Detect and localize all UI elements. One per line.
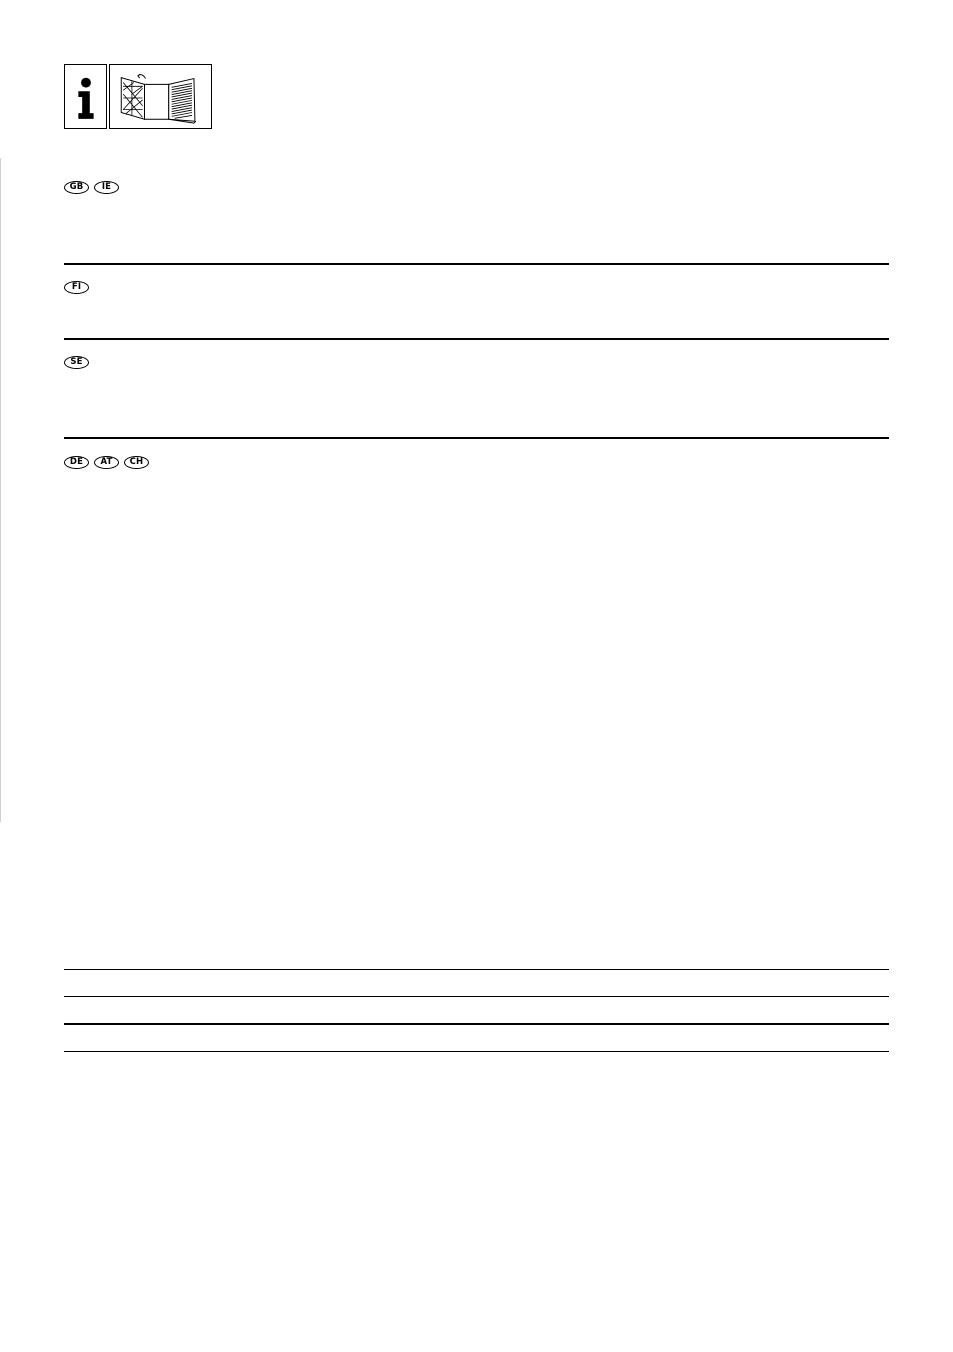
country-badge-fi: FI — [64, 281, 89, 294]
section-divider — [64, 338, 889, 340]
bottom-rule — [64, 996, 889, 997]
country-badge-at: AT — [94, 456, 119, 469]
section-divider — [64, 263, 889, 265]
info-icon — [64, 64, 107, 129]
country-badge-gb: GB — [64, 181, 89, 194]
country-badge-ie: IE — [94, 181, 119, 194]
language-badges-se — [64, 356, 89, 369]
language-badges-fi — [64, 281, 89, 294]
bottom-rule — [64, 1023, 889, 1025]
language-badges-gb-ie — [64, 181, 119, 194]
country-badge-ch: CH — [124, 456, 149, 469]
bottom-rule — [64, 969, 889, 970]
fold-out-page-icon — [109, 64, 212, 129]
page-edge-line — [0, 158, 1, 822]
bottom-rule — [64, 1051, 889, 1052]
section-divider — [64, 437, 889, 439]
language-badges-de-at-ch — [64, 456, 149, 469]
country-badge-de: DE — [64, 456, 89, 469]
country-badge-se: SE — [64, 356, 89, 369]
